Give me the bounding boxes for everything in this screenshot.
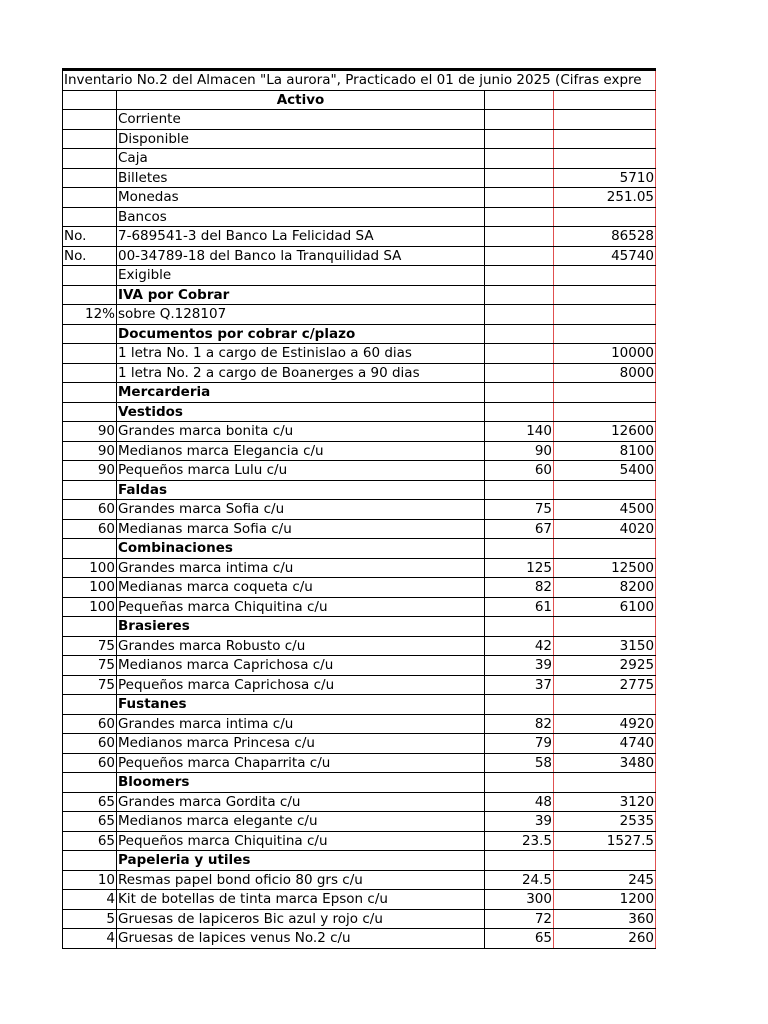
total-cell[interactable] (554, 285, 656, 305)
quantity-cell[interactable]: 4 (63, 929, 117, 949)
table-row (63, 656, 656, 676)
total-cell[interactable]: 8100 (554, 441, 656, 461)
table-row (63, 636, 656, 656)
table-row (63, 500, 656, 520)
quantity-cell[interactable]: 65 (63, 812, 117, 832)
quantity-cell[interactable] (63, 617, 117, 637)
description-cell[interactable]: Bancos (117, 207, 485, 227)
unit-price-cell[interactable] (485, 305, 554, 325)
unit-price-cell[interactable]: 58 (485, 753, 554, 773)
description-cell[interactable]: Bloomers (117, 773, 485, 793)
table-row (63, 305, 656, 325)
total-cell[interactable]: 4500 (554, 500, 656, 520)
unit-price-cell[interactable] (485, 149, 554, 169)
unit-price-cell[interactable] (485, 266, 554, 286)
quantity-cell[interactable] (63, 363, 117, 383)
total-cell[interactable] (554, 305, 656, 325)
table-row (63, 812, 656, 832)
inventory-sheet (62, 68, 656, 949)
table-row (63, 734, 656, 754)
table-row (63, 246, 656, 266)
unit-price-cell[interactable] (485, 773, 554, 793)
description-cell[interactable]: 1 letra No. 1 a cargo de Estinislao a 60 dias (117, 344, 485, 364)
unit-price-cell[interactable] (485, 851, 554, 871)
description-cell[interactable]: Pequeñas marca Chiquitina c/u (117, 597, 485, 617)
unit-price-cell[interactable]: 79 (485, 734, 554, 754)
quantity-cell[interactable]: 90 (63, 422, 117, 442)
table-row (63, 792, 656, 812)
unit-price-cell[interactable] (485, 207, 554, 227)
quantity-cell[interactable] (63, 851, 117, 871)
quantity-cell[interactable]: 12% (63, 305, 117, 325)
description-cell[interactable]: Gruesas de lapices venus No.2 c/u (117, 929, 485, 949)
total-cell[interactable]: 6100 (554, 597, 656, 617)
quantity-cell[interactable] (63, 285, 117, 305)
table-row (63, 207, 656, 227)
unit-price-cell[interactable]: 140 (485, 422, 554, 442)
total-cell[interactable]: 3150 (554, 636, 656, 656)
quantity-cell[interactable] (63, 383, 117, 403)
quantity-cell[interactable]: 60 (63, 519, 117, 539)
table-row (63, 344, 656, 364)
table-row (63, 129, 656, 149)
unit-price-cell[interactable] (485, 168, 554, 188)
total-cell[interactable]: 8200 (554, 578, 656, 598)
unit-price-cell[interactable] (485, 188, 554, 208)
table-row (63, 909, 656, 929)
unit-price-cell[interactable] (485, 227, 554, 247)
total-cell[interactable] (554, 149, 656, 169)
table-row (63, 519, 656, 539)
total-cell[interactable]: 45740 (554, 246, 656, 266)
unit-price-cell[interactable]: 61 (485, 597, 554, 617)
table-row (63, 890, 656, 910)
description-cell[interactable]: 7-689541-3 del Banco La Felicidad SA (117, 227, 485, 247)
total-cell[interactable] (554, 480, 656, 500)
total-cell[interactable]: 3120 (554, 792, 656, 812)
total-cell[interactable]: 4740 (554, 734, 656, 754)
quantity-cell[interactable]: 90 (63, 461, 117, 481)
description-cell[interactable]: Medianos marca elegante c/u (117, 812, 485, 832)
total-cell[interactable]: 4920 (554, 714, 656, 734)
unit-price-cell[interactable]: 60 (485, 461, 554, 481)
description-cell[interactable]: Fustanes (117, 695, 485, 715)
quantity-cell[interactable]: 100 (63, 578, 117, 598)
unit-price-cell[interactable]: 90 (485, 441, 554, 461)
table-row (63, 363, 656, 383)
section-header-row (63, 617, 656, 637)
total-cell[interactable]: 2775 (554, 675, 656, 695)
table-row (63, 461, 656, 481)
total-cell[interactable]: 10000 (554, 344, 656, 364)
description-cell[interactable]: Combinaciones (117, 539, 485, 559)
unit-price-cell[interactable] (485, 539, 554, 559)
total-cell[interactable] (554, 851, 656, 871)
unit-price-cell[interactable] (485, 363, 554, 383)
unit-price-cell[interactable]: 125 (485, 558, 554, 578)
description-cell[interactable]: Grandes marca Sofia c/u (117, 500, 485, 520)
unit-price-cell[interactable]: 82 (485, 578, 554, 598)
section-header-row (63, 773, 656, 793)
quantity-cell[interactable] (63, 168, 117, 188)
description-cell[interactable]: Pequeños marca Chaparrita c/u (117, 753, 485, 773)
quantity-cell[interactable]: No. (63, 227, 117, 247)
description-cell[interactable]: sobre Q.128107 (117, 305, 485, 325)
total-cell[interactable] (554, 266, 656, 286)
description-cell[interactable]: Monedas (117, 188, 485, 208)
quantity-cell[interactable]: No. (63, 246, 117, 266)
total-cell[interactable]: 86528 (554, 227, 656, 247)
description-cell[interactable]: Pequeños marca Chiquitina c/u (117, 831, 485, 851)
total-cell[interactable]: 5710 (554, 168, 656, 188)
title-row (63, 70, 656, 91)
quantity-cell[interactable] (63, 110, 117, 130)
quantity-cell[interactable] (63, 207, 117, 227)
table-row (63, 753, 656, 773)
table-row (63, 831, 656, 851)
description-cell[interactable]: Mercarderia (117, 383, 485, 403)
table-row (63, 578, 656, 598)
total-cell[interactable] (554, 324, 656, 344)
total-cell[interactable]: 245 (554, 870, 656, 890)
quantity-cell[interactable]: 75 (63, 675, 117, 695)
description-cell[interactable]: Billetes (117, 168, 485, 188)
description-cell[interactable]: Kit de botellas de tinta marca Epson c/u (117, 890, 485, 910)
quantity-cell[interactable]: 100 (63, 558, 117, 578)
unit-price-cell[interactable]: 42 (485, 636, 554, 656)
table-row (63, 675, 656, 695)
description-cell[interactable]: 00-34789-18 del Banco la Tranquilidad SA (117, 246, 485, 266)
section-header-row (63, 695, 656, 715)
description-cell[interactable]: Exigible (117, 266, 485, 286)
description-cell[interactable]: Grandes marca bonita c/u (117, 422, 485, 442)
description-cell[interactable]: Resmas papel bond oficio 80 grs c/u (117, 870, 485, 890)
table-row (63, 168, 656, 188)
description-cell[interactable]: Medianas marca Sofia c/u (117, 519, 485, 539)
quantity-cell[interactable] (63, 344, 117, 364)
quantity-cell[interactable] (63, 129, 117, 149)
sheet-title[interactable]: Inventario No.2 del Almacen "La aurora", Practicado el 01 de junio 2025 (Cifras expre (63, 70, 656, 91)
description-cell[interactable]: Caja (117, 149, 485, 169)
description-cell[interactable]: 1 letra No. 2 a cargo de Boanerges a 90 dias (117, 363, 485, 383)
unit-price-cell[interactable]: 65 (485, 929, 554, 949)
description-cell[interactable]: Grandes marca Gordita c/u (117, 792, 485, 812)
total-cell[interactable] (554, 110, 656, 130)
description-cell[interactable]: Medianas marca coqueta c/u (117, 578, 485, 598)
total-cell[interactable]: 4020 (554, 519, 656, 539)
quantity-cell[interactable]: 65 (63, 831, 117, 851)
unit-price-cell[interactable] (485, 110, 554, 130)
unit-price-cell[interactable] (485, 90, 554, 110)
section-header-row (63, 480, 656, 500)
total-cell[interactable]: 2535 (554, 812, 656, 832)
total-cell[interactable]: 12500 (554, 558, 656, 578)
quantity-cell[interactable]: 90 (63, 441, 117, 461)
description-cell[interactable]: Pequeños marca Lulu c/u (117, 461, 485, 481)
quantity-cell[interactable] (63, 480, 117, 500)
total-cell[interactable] (554, 207, 656, 227)
unit-price-cell[interactable]: 39 (485, 812, 554, 832)
unit-price-cell[interactable] (485, 480, 554, 500)
quantity-cell[interactable] (63, 539, 117, 559)
table-row (63, 441, 656, 461)
description-cell[interactable]: Vestidos (117, 402, 485, 422)
quantity-cell[interactable]: 60 (63, 753, 117, 773)
unit-price-cell[interactable]: 37 (485, 675, 554, 695)
description-cell[interactable]: Grandes marca intima c/u (117, 558, 485, 578)
total-cell[interactable] (554, 773, 656, 793)
unit-price-cell[interactable]: 75 (485, 500, 554, 520)
description-cell[interactable]: IVA por Cobrar (117, 285, 485, 305)
inventory-body (63, 70, 656, 949)
description-cell[interactable]: Papeleria y utiles (117, 851, 485, 871)
section-header-row (63, 383, 656, 403)
description-cell[interactable]: Medianos marca Elegancia c/u (117, 441, 485, 461)
unit-price-cell[interactable]: 72 (485, 909, 554, 929)
unit-price-cell[interactable]: 82 (485, 714, 554, 734)
total-cell[interactable]: 260 (554, 929, 656, 949)
table-row (63, 870, 656, 890)
total-cell[interactable] (554, 539, 656, 559)
quantity-cell[interactable]: 4 (63, 890, 117, 910)
total-cell[interactable] (554, 90, 656, 110)
description-cell[interactable]: Grandes marca Robusto c/u (117, 636, 485, 656)
total-cell[interactable]: 8000 (554, 363, 656, 383)
unit-price-cell[interactable] (485, 246, 554, 266)
quantity-cell[interactable]: 100 (63, 597, 117, 617)
table-row (63, 422, 656, 442)
description-cell[interactable]: Pequeños marca Caprichosa c/u (117, 675, 485, 695)
table-row (63, 266, 656, 286)
unit-price-cell[interactable]: 300 (485, 890, 554, 910)
quantity-cell[interactable] (63, 773, 117, 793)
quantity-cell[interactable] (63, 324, 117, 344)
total-cell[interactable] (554, 695, 656, 715)
total-cell[interactable] (554, 129, 656, 149)
quantity-cell[interactable] (63, 402, 117, 422)
description-cell[interactable]: Faldas (117, 480, 485, 500)
table-row (63, 558, 656, 578)
unit-price-cell[interactable]: 23.5 (485, 831, 554, 851)
description-cell[interactable]: Disponible (117, 129, 485, 149)
description-cell[interactable]: Grandes marca intima c/u (117, 714, 485, 734)
table-row (63, 149, 656, 169)
quantity-cell[interactable] (63, 90, 117, 110)
total-cell[interactable]: 5400 (554, 461, 656, 481)
unit-price-cell[interactable] (485, 344, 554, 364)
unit-price-cell[interactable] (485, 383, 554, 403)
description-cell[interactable]: Medianos marca Caprichosa c/u (117, 656, 485, 676)
table-row (63, 188, 656, 208)
description-cell[interactable]: Activo (117, 90, 485, 110)
table-row (63, 929, 656, 949)
quantity-cell[interactable]: 75 (63, 656, 117, 676)
total-cell[interactable]: 1200 (554, 890, 656, 910)
table-row (63, 597, 656, 617)
section-header-row (63, 402, 656, 422)
total-cell[interactable]: 251.05 (554, 188, 656, 208)
quantity-cell[interactable]: 60 (63, 500, 117, 520)
section-header-row (63, 324, 656, 344)
section-header-row (63, 539, 656, 559)
unit-price-cell[interactable]: 48 (485, 792, 554, 812)
unit-price-cell[interactable] (485, 285, 554, 305)
description-cell[interactable]: Gruesas de lapiceros Bic azul y rojo c/u (117, 909, 485, 929)
unit-price-cell[interactable]: 67 (485, 519, 554, 539)
quantity-cell[interactable]: 60 (63, 714, 117, 734)
unit-price-cell[interactable]: 24.5 (485, 870, 554, 890)
description-cell[interactable]: Documentos por cobrar c/plazo (117, 324, 485, 344)
unit-price-cell[interactable]: 39 (485, 656, 554, 676)
description-cell[interactable]: Brasieres (117, 617, 485, 637)
table-row (63, 110, 656, 130)
section-header-row (63, 851, 656, 871)
total-cell[interactable]: 2925 (554, 656, 656, 676)
section-header-row (63, 90, 656, 110)
total-cell[interactable]: 12600 (554, 422, 656, 442)
unit-price-cell[interactable] (485, 695, 554, 715)
unit-price-cell[interactable] (485, 129, 554, 149)
table-row (63, 227, 656, 247)
quantity-cell[interactable]: 65 (63, 792, 117, 812)
total-cell[interactable]: 3480 (554, 753, 656, 773)
total-cell[interactable]: 360 (554, 909, 656, 929)
quantity-cell[interactable]: 5 (63, 909, 117, 929)
total-cell[interactable] (554, 383, 656, 403)
quantity-cell[interactable]: 60 (63, 734, 117, 754)
total-cell[interactable]: 1527.5 (554, 831, 656, 851)
unit-price-cell[interactable] (485, 617, 554, 637)
table-row (63, 714, 656, 734)
total-cell[interactable] (554, 402, 656, 422)
unit-price-cell[interactable] (485, 402, 554, 422)
quantity-cell[interactable] (63, 266, 117, 286)
section-header-row (63, 285, 656, 305)
quantity-cell[interactable] (63, 695, 117, 715)
quantity-cell[interactable]: 10 (63, 870, 117, 890)
quantity-cell[interactable]: 75 (63, 636, 117, 656)
unit-price-cell[interactable] (485, 324, 554, 344)
description-cell[interactable]: Corriente (117, 110, 485, 130)
quantity-cell[interactable] (63, 188, 117, 208)
quantity-cell[interactable] (63, 149, 117, 169)
total-cell[interactable] (554, 617, 656, 637)
description-cell[interactable]: Medianos marca Princesa c/u (117, 734, 485, 754)
